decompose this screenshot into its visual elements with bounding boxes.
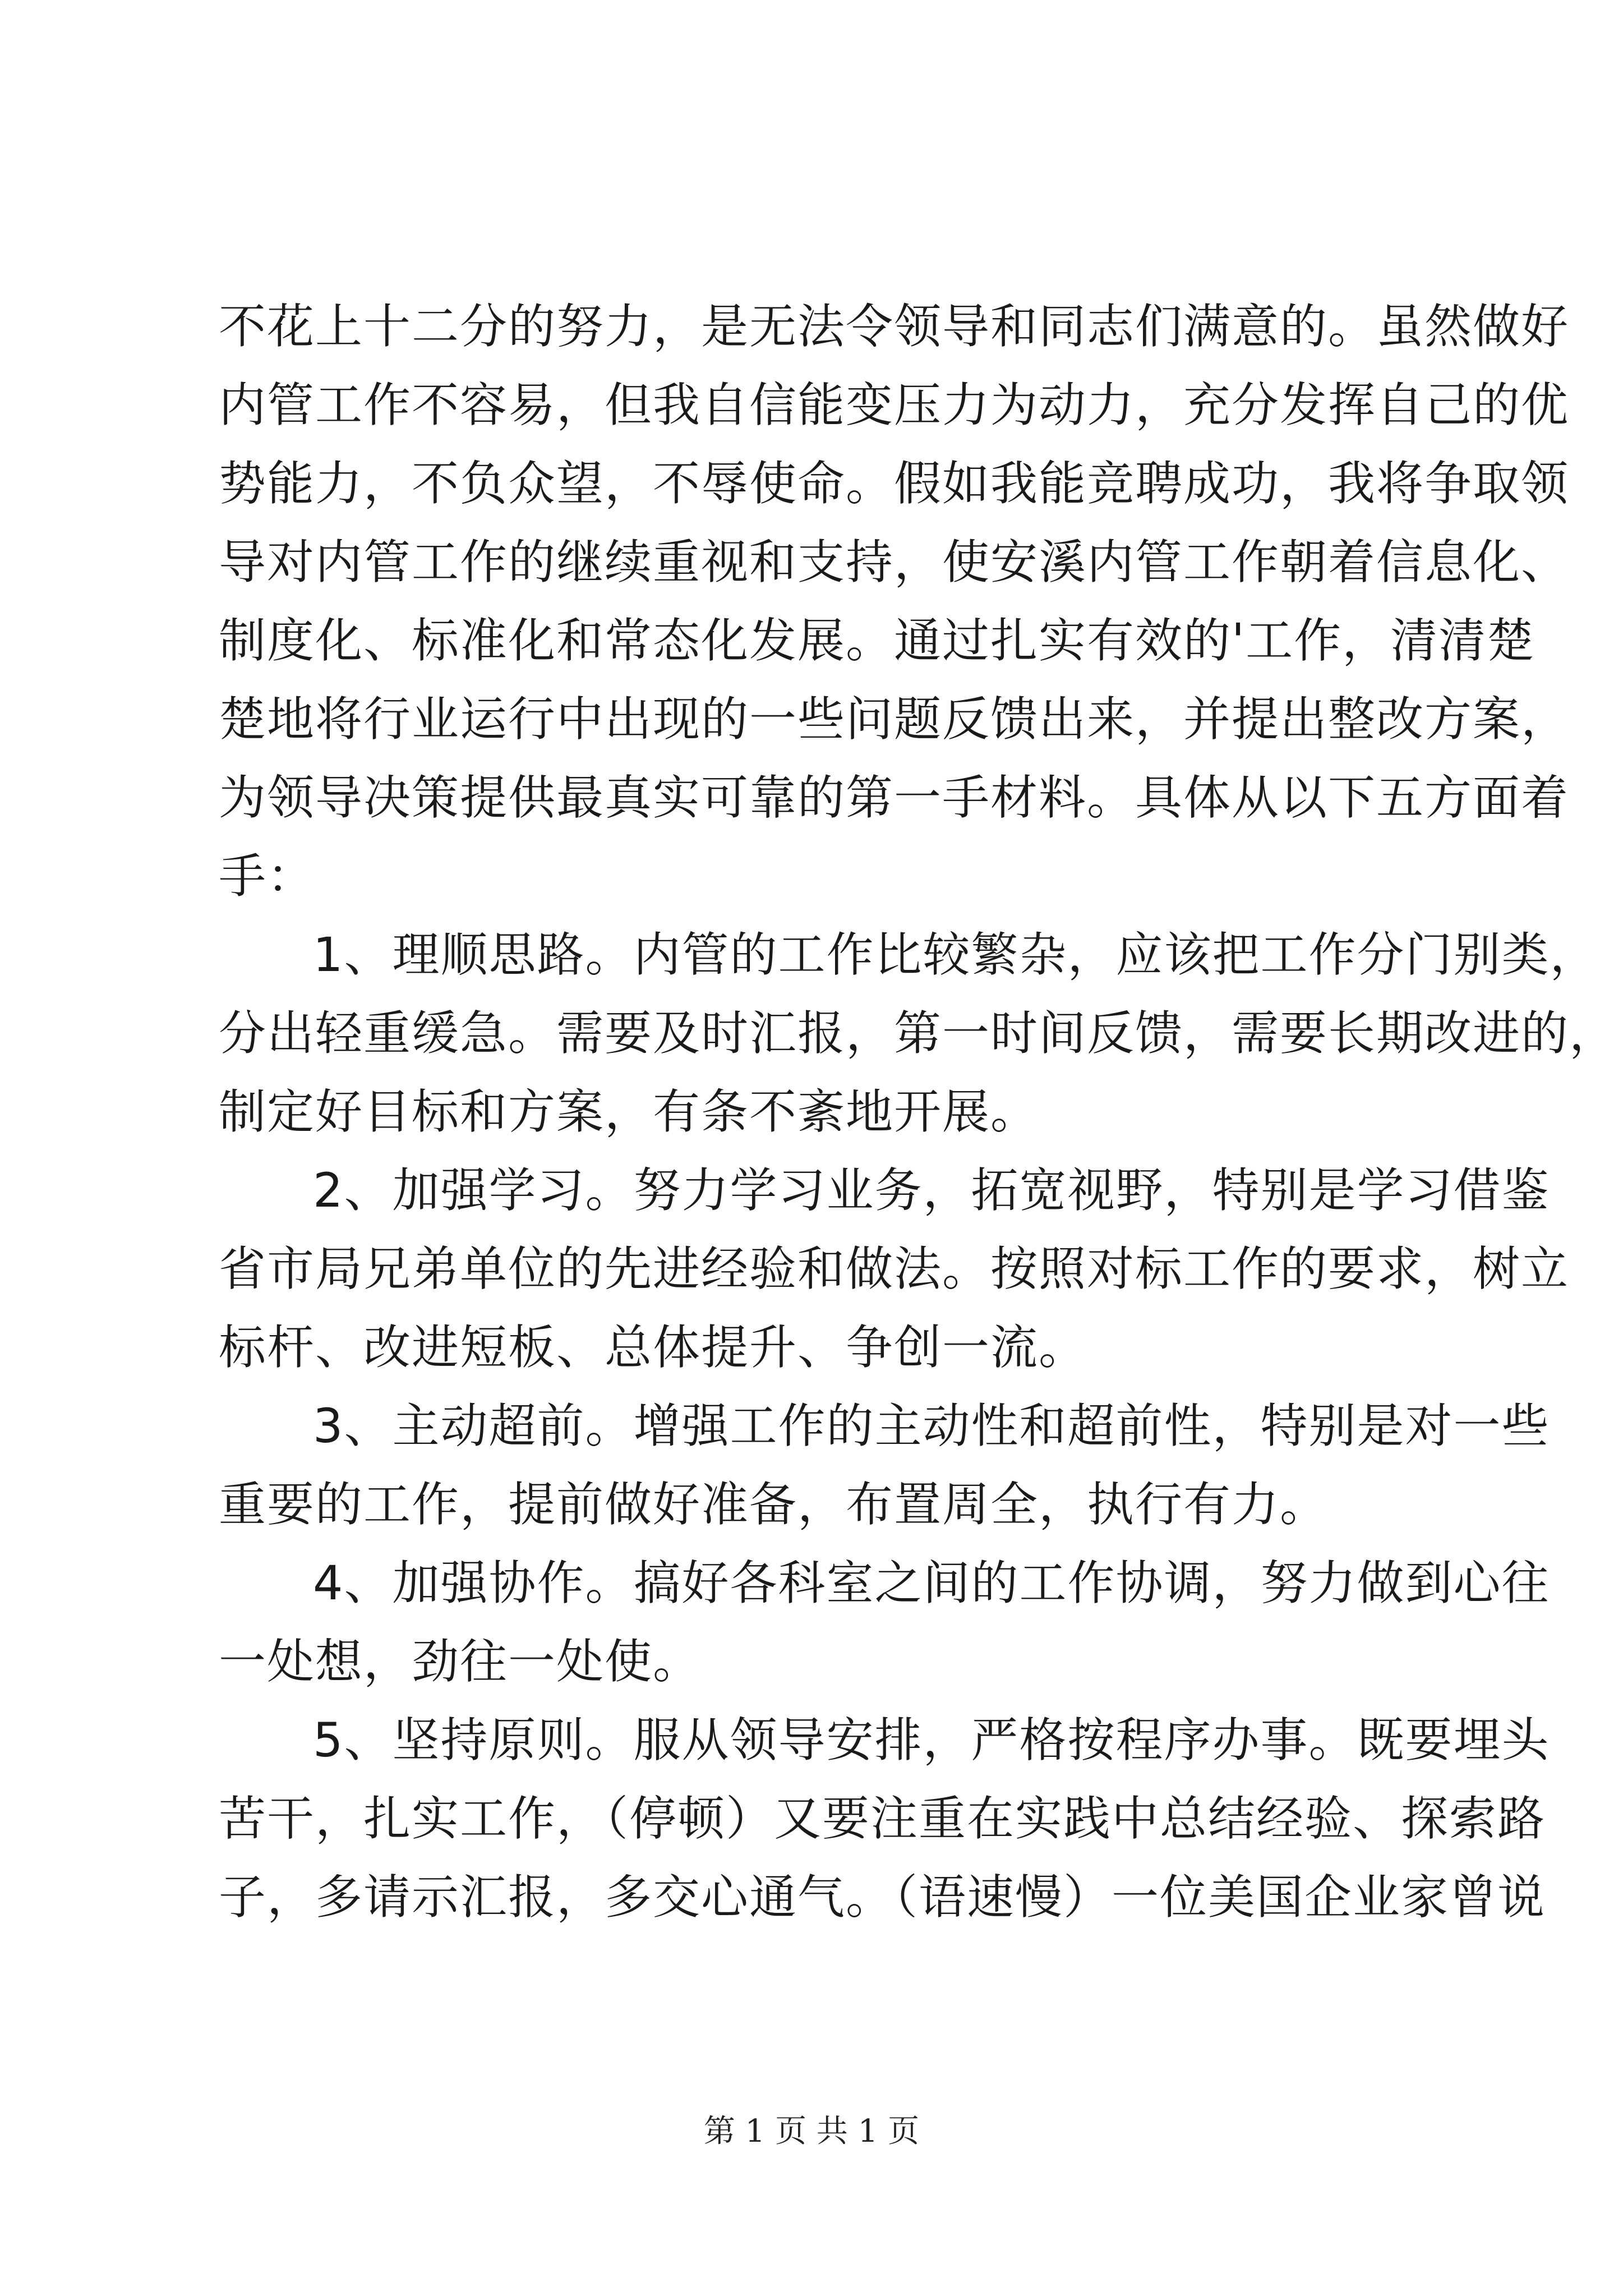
text-line: 一处想，劲往一处使。 bbox=[219, 1634, 702, 1689]
paragraph bbox=[219, 287, 1570, 915]
text-line: 不花上十二分的努力，是无法令领导和同志们满意的。虽然做好 bbox=[219, 299, 1570, 354]
text-line: 重要的工作，提前做好准备，布置周全，执行有力。 bbox=[219, 1477, 1329, 1532]
text-line: 为领导决策提供最真实可靠的第一手材料。具体从以下五方面着 bbox=[219, 770, 1570, 825]
text-line: 制定好目标和方案，有条不紊地开展。 bbox=[219, 1084, 1039, 1139]
text-line: 制度化、标准化和常态化发展。通过扎实有效的'工作，清清楚 bbox=[219, 613, 1536, 668]
text-line: 3、主动超前。增强工作的主动性和超前性，特别是对一些 bbox=[313, 1398, 1550, 1453]
text-line: 内管工作不容易，但我自信能变压力为动力，充分发挥自己的优 bbox=[219, 378, 1570, 432]
page-number-footer: 第 1 页 共 1 页 bbox=[703, 2113, 920, 2150]
text-line: 分出轻重缓急。需要及时汇报，第一时间反馈，需要长期改进的， bbox=[219, 1006, 1618, 1061]
text-line: 导对内管工作的继续重视和支持，使安溪内管工作朝着信息化、 bbox=[219, 535, 1570, 590]
paragraph bbox=[219, 915, 1618, 1151]
text-line: 5、坚持原则。服从领导安排，严格按程序办事。既要埋头 bbox=[313, 1713, 1550, 1768]
text-line: 手： bbox=[219, 849, 316, 904]
text-line: 2、加强学习。努力学习业务，拓宽视野，特别是学习借鉴 bbox=[313, 1163, 1550, 1218]
text-line: 子，多请示汇报，多交心通气。（语速慢）一位美国企业家曾说 bbox=[219, 1870, 1546, 1925]
text-line: 省市局兄弟单位的先进经验和做法。按照对标工作的要求，树立 bbox=[219, 1241, 1570, 1296]
text-line: 1、理顺思路。内管的工作比较繁杂，应该把工作分门别类， bbox=[313, 927, 1598, 982]
paragraph bbox=[219, 1387, 1550, 1544]
text-line: 苦干，扎实工作，（停顿）又要注重在实践中总结经验、探索路 bbox=[219, 1791, 1546, 1846]
text-line: 4、加强协作。搞好各科室之间的工作协调，努力做到心往 bbox=[313, 1556, 1550, 1611]
text-line: 势能力，不负众望，不辱使命。假如我能竞聘成功，我将争取领 bbox=[219, 456, 1570, 511]
document-body bbox=[219, 287, 1618, 1936]
text-line: 楚地将行业运行中出现的一些问题反馈出来，并提出整改方案， bbox=[219, 692, 1570, 747]
paragraph bbox=[219, 1544, 1550, 1701]
text-line: 标杆、改进短板、总体提升、争创一流。 bbox=[219, 1320, 1087, 1375]
paragraph bbox=[219, 1151, 1570, 1387]
paragraph bbox=[219, 1701, 1550, 1936]
